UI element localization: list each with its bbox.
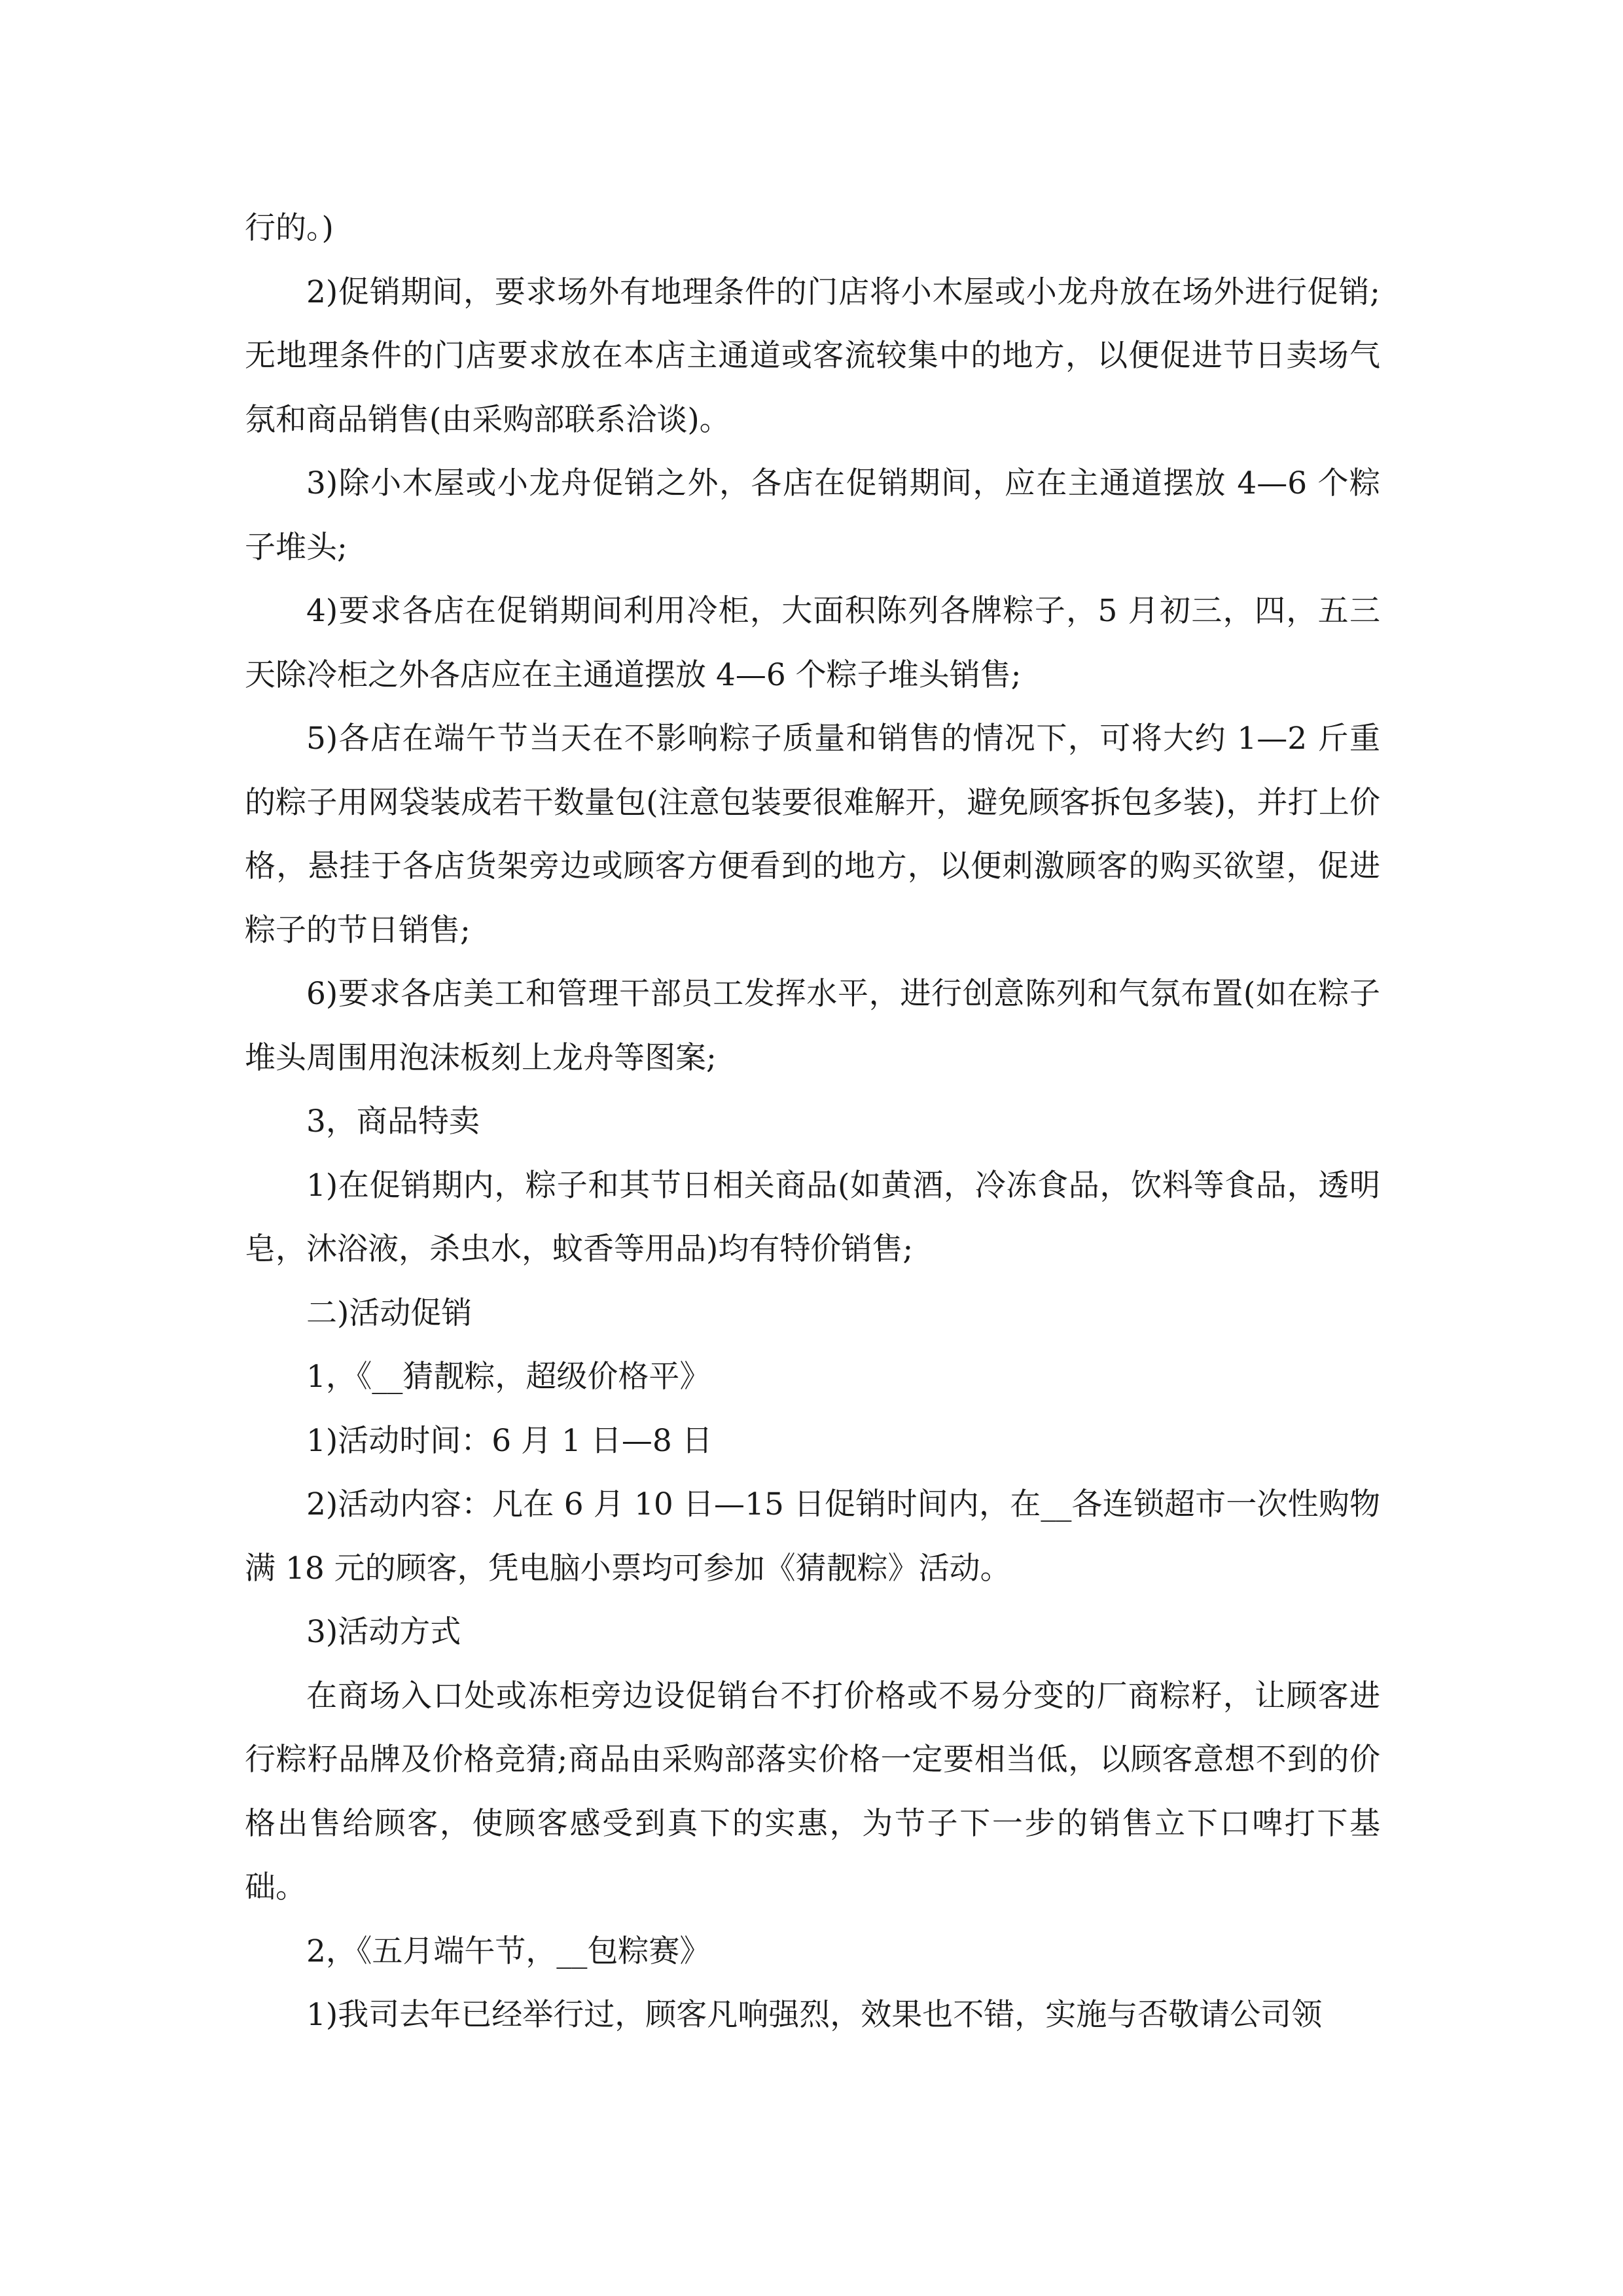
- paragraph: 1)我司去年已经举行过，顾客凡响强烈，效果也不错，实施与否敬请公司领: [306, 1997, 1323, 2033]
- section-heading: 二)活动促销: [306, 1295, 473, 1331]
- document-body: [245, 196, 1380, 2047]
- paragraph: 行的。): [245, 210, 334, 246]
- paragraph: 1)在促销期内，粽子和其节日相关商品(如黄酒，冷冻食品，饮料等食品，透明皂，沐浴液，杀虫水，蚊香等用品)均有特价销售;: [245, 1167, 1380, 1267]
- paragraph: 5)各店在端午节当天在不影响粽子质量和销售的情况下，可将大约 1—2 斤重的粽子用网袋装成若干数量包(注意包装要很难解开，避免顾客拆包多装)，并打上价格，悬挂于各店货架旁边或顾客方便看到的地方，以便刺激顾客的购买欲望，促进粽子的节日销售;: [245, 721, 1380, 948]
- section-heading: 3，商品特卖: [306, 1103, 480, 1139]
- paragraph: 2)促销期间，要求场外有地理条件的门店将小木屋或小龙舟放在场外进行促销;无地理条件的门店要求放在本店主通道或客流较集中的地方，以便促进节日卖场气氛和商品销售(由采购部联系洽谈)。: [245, 274, 1380, 438]
- paragraph: 6)要求各店美工和管理干部员工发挥水平，进行创意陈列和气氛布置(如在粽子堆头周围用泡沫板刻上龙舟等图案;: [245, 976, 1380, 1076]
- paragraph: 在商场入口处或冻柜旁边设促销台不打价格或不易分变的厂商粽籽，让顾客进行粽籽品牌及价格竞猜;商品由采购部落实价格一定要相当低，以顾客意想不到的价格出售给顾客，使顾客感受到真下的实惠，为节子下一步的销售立下口啤打下基础。: [245, 1677, 1380, 1905]
- paragraph: 3)除小木屋或小龙舟促销之外，各店在促销期间，应在主通道摆放 4—6 个粽子堆头;: [245, 465, 1380, 565]
- paragraph: 4)要求各店在促销期间利用冷柜，大面积陈列各牌粽子，5 月初三，四，五三天除冷柜之外各店应在主通道摆放 4—6 个粽子堆头销售;: [245, 593, 1380, 693]
- paragraph: 2)活动内容：凡在 6 月 10 日—15 日促销时间内，在__各连锁超市一次性购物满 18 元的顾客，凭电脑小票均可参加《猜靓粽》活动。: [245, 1486, 1380, 1587]
- section-heading: 2，《五月端午节，__包粽赛》: [306, 1933, 711, 1969]
- paragraph: 1)活动时间：6 月 1 日—8 日: [306, 1422, 713, 1459]
- section-heading: 1，《__猜靓粽，超级价格平》: [306, 1359, 711, 1395]
- section-heading: 3)活动方式: [306, 1614, 461, 1650]
